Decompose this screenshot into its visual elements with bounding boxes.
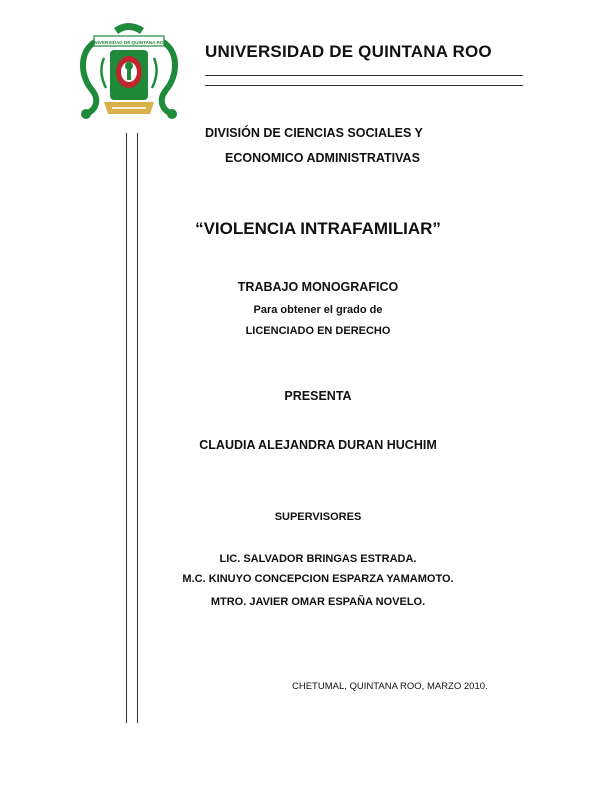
place-and-date: CHETUMAL, QUINTANA ROO, MARZO 2010.	[292, 681, 488, 692]
division-line-1: DIVISIÓN DE CIENCIAS SOCIALES Y	[205, 126, 423, 140]
header-rule-bottom	[205, 85, 523, 86]
margin-rule-left	[126, 133, 127, 723]
division-line-2: ECONOMICO ADMINISTRATIVAS	[225, 151, 420, 165]
degree-intro: Para obtener el grado de	[253, 304, 383, 316]
thesis-title: “VIOLENCIA INTRAFAMILIAR”	[195, 219, 441, 238]
author-name: CLAUDIA ALEJANDRA DURAN HUCHIM	[199, 438, 437, 452]
degree-name: LICENCIADO EN DERECHO	[245, 325, 391, 337]
supervisors-heading: SUPERVISORES	[274, 511, 362, 523]
supervisor-name: MTRO. JAVIER OMAR ESPAÑA NOVELO.	[210, 596, 426, 608]
supervisor-name: LIC. SALVADOR BRINGAS ESTRADA.	[219, 553, 417, 565]
header-rule-top	[205, 75, 523, 76]
university-name: UNIVERSIDAD DE QUINTANA ROO	[205, 42, 492, 61]
margin-rule-right	[137, 133, 138, 723]
work-type: TRABAJO MONOGRAFICO	[237, 280, 399, 294]
logo-banner-text: UNIVERSIDAD DE QUINTANA ROO	[90, 40, 168, 45]
university-logo	[70, 18, 188, 126]
supervisor-name: M.C. KINUYO CONCEPCION ESPARZA YAMAMOTO.	[182, 573, 454, 585]
presents-label: PRESENTA	[284, 389, 352, 403]
